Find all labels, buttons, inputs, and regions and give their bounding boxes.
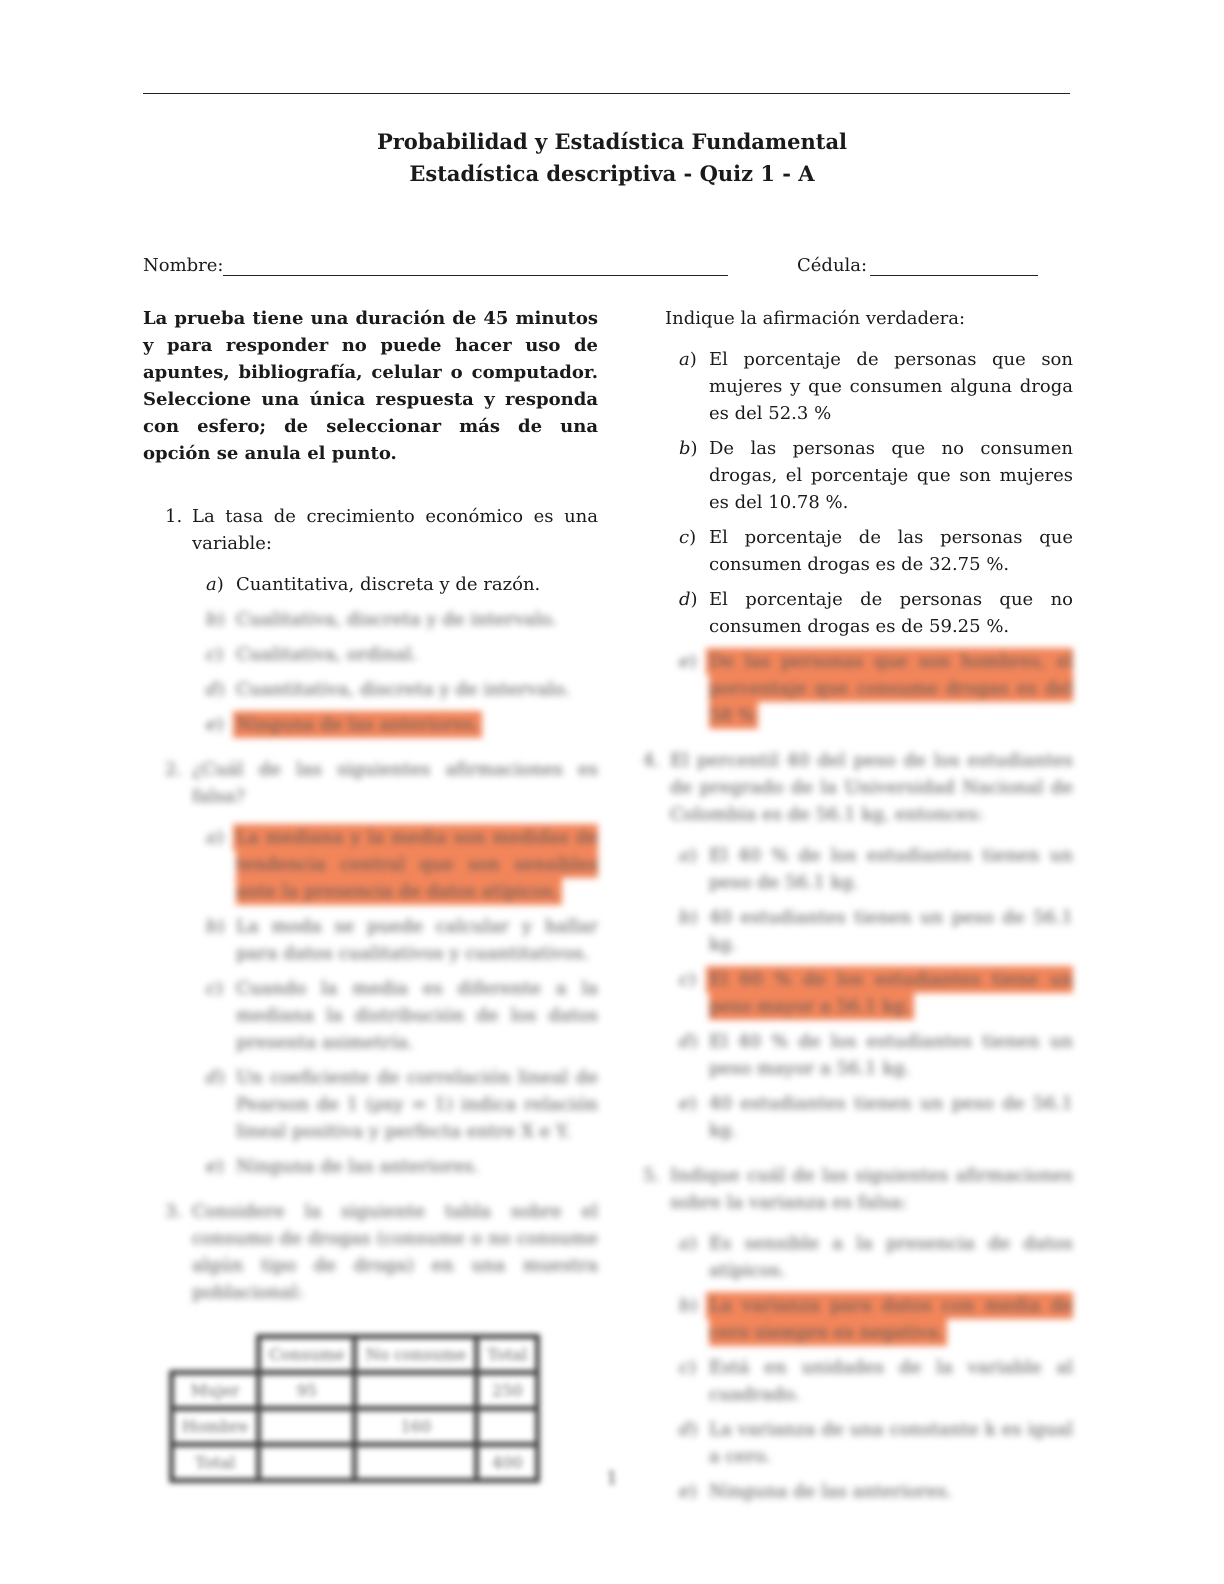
question-number: 3. (165, 1201, 183, 1222)
option-text: La mediana y la media son medidas de tendencia central que son sensibles ante la presencia de datos atípicos. (236, 827, 598, 902)
name-label: Nombre: (143, 255, 224, 276)
option[interactable]: c) Cualitativa, ordinal. (206, 644, 418, 665)
option-text: Ninguna de las anteriores. (709, 1481, 953, 1502)
option-text: El 40 % de los estudiantes tienen un peso mayor a 56.1 kg. (709, 1031, 1073, 1079)
option-letter: d (679, 1031, 691, 1052)
row-label: Mujer (172, 1373, 259, 1409)
option-letter: e (679, 1481, 690, 1502)
option-letter: c (206, 644, 217, 665)
option[interactable]: a) Es sensible a la presencia de datos atípicos. (679, 1233, 1073, 1281)
option-text: La moda se puede calcular y hallar para datos cualitativos y cuantitativos. (236, 916, 598, 964)
question-number: 5. (643, 1165, 661, 1186)
table-cell: 400 (477, 1445, 538, 1481)
option-text: Cualitativa, ordinal. (236, 644, 418, 665)
option-text: 40 estudiantes tienen un peso de 56.1 kg. (709, 907, 1073, 955)
option-letter: d (679, 589, 691, 610)
option-text: El porcentaje de personas que son mujeres y que consumen alguna droga es del 52.3 % (709, 349, 1073, 424)
option-letter: a (206, 827, 217, 848)
table-cell (355, 1373, 477, 1409)
option-letter: c (679, 1357, 690, 1378)
option[interactable]: b) De las personas que no consumen drogas, el porcentaje que son mujeres es del 10.78 %. (679, 438, 1073, 513)
table-row (172, 1373, 538, 1409)
option-letter: a (679, 845, 690, 866)
option-text: Cuantitativa, discreta y de intervalo. (236, 679, 571, 700)
option-letter: e (679, 651, 690, 672)
option-text: Cualitativa, discreta y de intervalo. (236, 609, 557, 630)
option[interactable]: b) Cualitativa, discreta y de intervalo. (206, 609, 557, 630)
document-title-block (0, 126, 1224, 190)
option[interactable]: b) 40 estudiantes tienen un peso de 56.1 kg. (679, 907, 1073, 955)
option[interactable]: d) El 40 % de los estudiantes tienen un peso mayor a 56.1 kg. (679, 1031, 1073, 1079)
option-text: Ninguna de las anteriores. (236, 1156, 480, 1177)
question-1 (143, 503, 598, 738)
table-cell (259, 1409, 355, 1445)
table-cell: 250 (477, 1373, 538, 1409)
option[interactable]: d) Un coeficiente de correlación lineal de Pearson de 1 (ρxy = 1) indica relación lineal positiva y perfecta entre X e Y. (206, 1067, 598, 1142)
question-number: 4. (643, 750, 661, 771)
option[interactable]: d) La varianza de una constante k es igual a cero. (679, 1419, 1073, 1467)
option-text: De las personas que son hombres, el porcentaje que consume drogas es del 58 % (709, 651, 1073, 726)
option-highlighted[interactable]: a) La mediana y la media son medidas de tendencia central que son sensibles ante la presencia de datos atípicos. (206, 827, 598, 902)
document-subtitle: Estadística descriptiva - Quiz 1 - A (409, 161, 815, 186)
row-label: Hombre (172, 1409, 259, 1445)
page-number: 1 (606, 1468, 618, 1489)
question-4 (643, 747, 1073, 1144)
student-info-row (143, 255, 1070, 285)
question-3 (143, 1198, 598, 1306)
option-letter: e (206, 1156, 217, 1177)
option[interactable]: e) Ninguna de las anteriores. (679, 1481, 953, 1502)
question-3-prompt: Indique la afirmación verdadera: (665, 308, 966, 329)
option-letter: e (679, 1093, 690, 1114)
option-text: La varianza de una constante k es igual a cero. (709, 1419, 1073, 1467)
option-highlighted[interactable]: e) De las personas que son hombres, el porcentaje que consume drogas es del 58 % (679, 651, 1073, 726)
question-number: 1. (165, 506, 183, 527)
option-text: El 60 % de los estudiantes tiene un peso mayor a 56.1 kg. (709, 969, 1073, 1017)
document-title: Probabilidad y Estadística Fundamental (376, 129, 848, 154)
option-letter: b (206, 916, 218, 937)
table-corner (172, 1337, 259, 1373)
drug-consumption-table (169, 1334, 540, 1483)
option-highlighted[interactable]: e) Ninguna de las anteriores. (206, 714, 480, 735)
option[interactable]: b) La moda se puede calcular y hallar para datos cualitativos y cuantitativos. (206, 916, 598, 964)
option-text: El 40 % de los estudiantes tienen un peso de 56.1 kg. (709, 845, 1073, 893)
option[interactable]: a) El porcentaje de personas que son mujeres y que consumen alguna droga es del 52.3 % (679, 349, 1073, 424)
option-letter: a (679, 1233, 690, 1254)
option[interactable]: e) Ninguna de las anteriores. (206, 1156, 480, 1177)
table-header: No consume (355, 1337, 477, 1373)
option-letter: b (206, 609, 218, 630)
table-header: Consume (259, 1337, 355, 1373)
option-letter: d (206, 1067, 218, 1088)
option-text: Es sensible a la presencia de datos atípicos. (709, 1233, 1073, 1281)
option-letter: b (679, 907, 691, 928)
question-2 (143, 756, 598, 1180)
option-letter: d (206, 679, 218, 700)
option[interactable]: d) Cuantitativa, discreta y de intervalo. (206, 679, 571, 700)
table-cell (477, 1409, 538, 1445)
option-text: Un coeficiente de correlación lineal de Pearson de 1 (ρxy = 1) indica relación lineal positiva y perfecta entre X e Y. (236, 1067, 598, 1142)
top-rule (143, 93, 1070, 94)
option-text: La varianza para datos con media de cero siempre es negativa. (709, 1295, 1073, 1343)
question-text: El percentil 40 del peso de los estudiantes de pregrado de la Universidad Nacional de Colombia es de 56.1 kg, entonces: (670, 750, 1073, 825)
option-letter: c (206, 978, 217, 999)
options-list (192, 571, 598, 738)
question-5 (643, 1162, 1073, 1505)
option-text: Ninguna de las anteriores. (236, 714, 480, 735)
option-letter: d (679, 1419, 691, 1440)
question-text: ¿Cuál de las siguientes afirmaciones es falsa? (192, 759, 598, 807)
option-letter: b (679, 438, 691, 459)
table-cell: 160 (355, 1409, 477, 1445)
option-text: Cuando la media es diferente a la mediana la distribución de los datos presenta asimetría. (236, 978, 598, 1053)
options-list (665, 1230, 1073, 1505)
option[interactable]: c) Está en unidades de la variable al cuadrado. (679, 1357, 1073, 1405)
option-text: El porcentaje de personas que no consumen drogas es de 59.25 %. (709, 589, 1073, 637)
option[interactable]: e) 40 estudiantes tienen un peso de 56.1 kg. (679, 1093, 1073, 1141)
right-column (643, 305, 1073, 1523)
name-field-line[interactable] (223, 275, 728, 276)
id-field-line[interactable] (870, 275, 1038, 276)
option-letter: b (679, 1295, 691, 1316)
option-text: Está en unidades de la variable al cuadrado. (709, 1357, 1073, 1405)
table-header: Total (477, 1337, 538, 1373)
instructions: La prueba tiene una duración de 45 minutos y para responder no puede hacer uso de apuntes, bibliografía, celular o computador. Seleccione una única respuesta y responda con esfero; de seleccionar más de una opción se anula el punto. (143, 308, 598, 464)
option[interactable]: c) El porcentaje de las personas que consumen drogas es de 32.75 %. (679, 527, 1073, 575)
option-highlighted[interactable]: b) La varianza para datos con media de cero siempre es negativa. (679, 1295, 1073, 1343)
id-label: Cédula: (797, 255, 868, 276)
table-cell: 95 (259, 1373, 355, 1409)
options-list (192, 824, 598, 1180)
option-letter: c (679, 527, 690, 548)
option-text: De las personas que no consumen drogas, el porcentaje que son mujeres es del 10.78 %. (709, 438, 1073, 513)
question-text: Indique cuál de las siguientes afirmaciones sobre la varianza es falsa: (670, 1165, 1073, 1213)
option[interactable]: d) El porcentaje de personas que no consumen drogas es de 59.25 %. (679, 589, 1073, 637)
question-number: 2. (165, 759, 183, 780)
option-letter: e (206, 714, 217, 735)
question-3-options (665, 346, 1073, 729)
option-text: El porcentaje de las personas que consumen drogas es de 32.75 %. (709, 527, 1073, 575)
question-text: La tasa de crecimiento económico es una variable: (192, 506, 598, 554)
option-text: Cuantitativa, discreta y de razón. (236, 574, 541, 595)
option[interactable]: a) El 40 % de los estudiantes tienen un peso de 56.1 kg. (679, 845, 1073, 893)
left-column (143, 305, 598, 1483)
question-text: Considere la siguiente tabla sobre el consumo de drogas (consume o no consume algún tipo de droga) en una muestra poblacional: (192, 1201, 598, 1303)
option-highlighted[interactable]: c) El 60 % de los estudiantes tiene un peso mayor a 56.1 kg. (679, 969, 1073, 1017)
option[interactable]: a) Cuantitativa, discreta y de razón. (206, 574, 541, 595)
options-list (665, 842, 1073, 1144)
option[interactable]: c) Cuando la media es diferente a la mediana la distribución de los datos presenta asimetría. (206, 978, 598, 1053)
option-letter: a (206, 574, 217, 595)
option-letter: a (679, 349, 690, 370)
option-letter: c (679, 969, 690, 990)
row-label: Total (172, 1445, 259, 1481)
table-row (172, 1409, 538, 1445)
option-text: 40 estudiantes tienen un peso de 56.1 kg. (709, 1093, 1073, 1141)
